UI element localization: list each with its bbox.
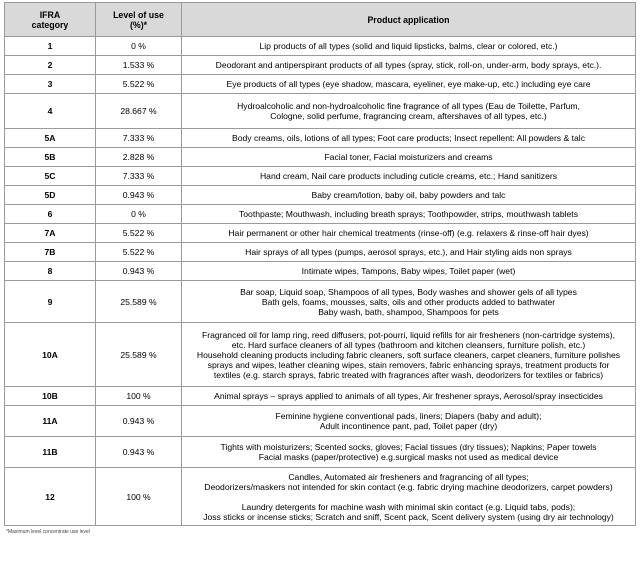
cell-product-application: Animal sprays – sprays applied to animals of all types, Air freshener sprays, Aerosol/spray insecticides — [182, 387, 636, 406]
cell-ifra-category: 5B — [5, 148, 96, 167]
cell-ifra-category: 4 — [5, 94, 96, 129]
cell-product-application: Eye products of all types (eye shadow, mascara, eyeliner, eye make-up, etc.) including eye care — [182, 75, 636, 94]
cell-level-of-use: 7.333 % — [96, 167, 182, 186]
header-product-application: Product application — [182, 3, 636, 37]
cell-level-of-use: 28.667 % — [96, 94, 182, 129]
table-row — [5, 56, 636, 75]
cell-ifra-category: 8 — [5, 262, 96, 281]
cell-ifra-category: 7B — [5, 243, 96, 262]
cell-level-of-use: 5.522 % — [96, 75, 182, 94]
cell-level-of-use: 0 % — [96, 205, 182, 224]
cell-ifra-category: 2 — [5, 56, 96, 75]
cell-ifra-category: 10A — [5, 323, 96, 387]
table-row — [5, 186, 636, 205]
cell-product-application: Toothpaste; Mouthwash, including breath sprays; Toothpowder, strips, mouthwash tablets — [182, 205, 636, 224]
cell-product-application: Hair permanent or other hair chemical treatments (rinse-off) (e.g. relaxers & rinse-off hair dyes) — [182, 224, 636, 243]
table-row — [5, 37, 636, 56]
cell-product-application: Intimate wipes, Tampons, Baby wipes, Toilet paper (wet) — [182, 262, 636, 281]
cell-level-of-use: 2.828 % — [96, 148, 182, 167]
cell-product-application: Hair sprays of all types (pumps, aerosol sprays, etc.), and Hair styling aids non sprays — [182, 243, 636, 262]
table-row — [5, 468, 636, 526]
table-row — [5, 205, 636, 224]
cell-product-application: Lip products of all types (solid and liquid lipsticks, balms, clear or colored, etc.) — [182, 37, 636, 56]
table-row — [5, 323, 636, 387]
cell-product-application: Deodorant and antiperspirant products of all types (spray, stick, roll-on, under-arm, body sprays, etc.). — [182, 56, 636, 75]
document-page — [4, 2, 635, 535]
cell-ifra-category: 5D — [5, 186, 96, 205]
cell-ifra-category: 6 — [5, 205, 96, 224]
cell-ifra-category: 12 — [5, 468, 96, 526]
cell-ifra-category: 5A — [5, 129, 96, 148]
cell-ifra-category: 3 — [5, 75, 96, 94]
cell-product-application: Baby cream/lotion, baby oil, baby powders and talc — [182, 186, 636, 205]
table-row — [5, 387, 636, 406]
cell-product-application: Body creams, oils, lotions of all types; Foot care products; Insect repellent: All powders & talc — [182, 129, 636, 148]
cell-level-of-use: 0.943 % — [96, 262, 182, 281]
cell-level-of-use: 25.589 % — [96, 281, 182, 323]
cell-level-of-use: 5.522 % — [96, 224, 182, 243]
table-row — [5, 224, 636, 243]
cell-level-of-use: 0.943 % — [96, 406, 182, 437]
table-row — [5, 437, 636, 468]
table-body — [5, 37, 636, 526]
table-row — [5, 94, 636, 129]
table-header-row — [5, 3, 636, 37]
cell-product-application: Hand cream, Nail care products including cuticle creams, etc.; Hand sanitizers — [182, 167, 636, 186]
cell-product-application: Hydroalcoholic and non-hydroalcoholic fine fragrance of all types (Eau de Toilette, Parfum, Cologne, solid perfume, fragrancing cream, aftershaves of all types, etc.) — [182, 94, 636, 129]
cell-level-of-use: 0.943 % — [96, 186, 182, 205]
cell-level-of-use: 1.533 % — [96, 56, 182, 75]
cell-level-of-use: 0 % — [96, 37, 182, 56]
cell-product-application: Tights with moisturizers; Scented socks, gloves; Facial tissues (dry tissues); Napkins; Paper towels Facial masks (paper/protective) e.g.surgical masks not used as medical device — [182, 437, 636, 468]
table-row — [5, 129, 636, 148]
table-row — [5, 75, 636, 94]
cell-level-of-use: 5.522 % — [96, 243, 182, 262]
cell-ifra-category: 5C — [5, 167, 96, 186]
table-row — [5, 148, 636, 167]
table-row — [5, 406, 636, 437]
table-row — [5, 281, 636, 323]
cell-ifra-category: 1 — [5, 37, 96, 56]
cell-ifra-category: 11B — [5, 437, 96, 468]
cell-ifra-category: 9 — [5, 281, 96, 323]
table-row — [5, 262, 636, 281]
cell-product-application: Candles, Automated air fresheners and fragrancing of all types; Deodorizers/maskers not intended for skin contact (e.g. fabric drying machine deodorizers, carpet powders) Laundry detergents for machine wash with minimal skin contact (e.g. Liquid tabs, pods); Joss sticks or incense sticks; Scratch and sniff, Scent pack, Scent delivery system (using dry air technology) — [182, 468, 636, 526]
cell-ifra-category: 7A — [5, 224, 96, 243]
cell-level-of-use: 100 % — [96, 387, 182, 406]
header-level-of-use: Level of use (%)* — [96, 3, 182, 37]
cell-level-of-use: 0.943 % — [96, 437, 182, 468]
table-footnote: *Maximum level concentrate use level — [6, 529, 90, 535]
cell-product-application: Bar soap, Liquid soap, Shampoos of all types, Body washes and shower gels of all types Bath gels, foams, mousses, salts, oils and other products added to bathwater Baby wash, bath, shampoo, Shampoos for pets — [182, 281, 636, 323]
cell-ifra-category: 10B — [5, 387, 96, 406]
ifra-usage-table — [4, 2, 636, 526]
cell-ifra-category: 11A — [5, 406, 96, 437]
table-row — [5, 167, 636, 186]
cell-product-application: Fragranced oil for lamp ring, reed diffusers, pot-pourri, liquid refills for air fresheners (non-cartridge systems), etc. Hard surface cleaners of all types (bathroom and kitchen cleansers, furniture polish, etc.) Household cleaning products including fabric cleaners, soft surface cleaners, carpet cleaners, furniture polishes sprays and wipes, leather cleaning wipes, stain removers, fabric enhancing sprays, treatment products for textiles (e.g. starch sprays, fabric treated with fragrances after wash, deodorizers for textiles or fabrics) — [182, 323, 636, 387]
cell-product-application: Facial toner, Facial moisturizers and creams — [182, 148, 636, 167]
header-ifra-category: IFRA category — [5, 3, 96, 37]
cell-product-application: Feminine hygiene conventional pads, liners; Diapers (baby and adult); Adult incontinence pant, pad, Toilet paper (dry) — [182, 406, 636, 437]
cell-level-of-use: 100 % — [96, 468, 182, 526]
cell-level-of-use: 25.589 % — [96, 323, 182, 387]
table-row — [5, 243, 636, 262]
cell-level-of-use: 7.333 % — [96, 129, 182, 148]
